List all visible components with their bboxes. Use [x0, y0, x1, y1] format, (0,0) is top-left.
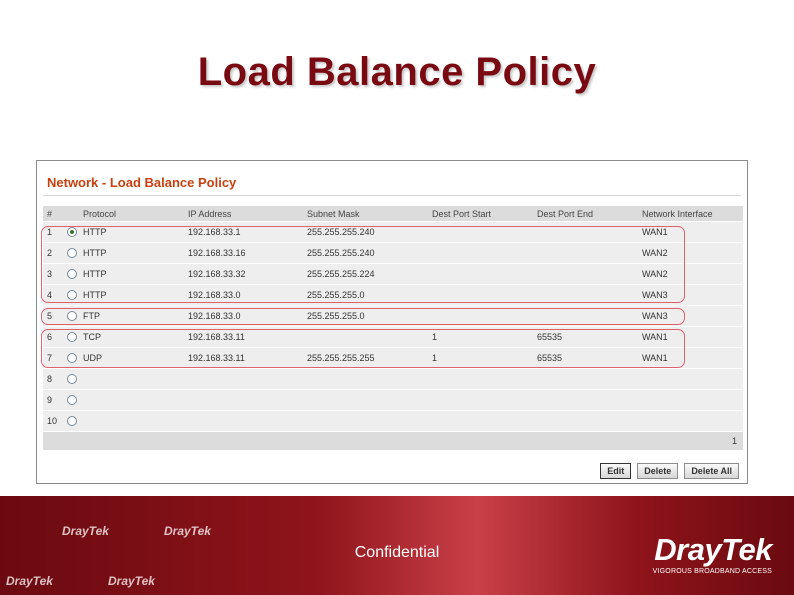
cell-ip-address: 192.168.33.11	[184, 348, 303, 368]
row-select-radio[interactable]	[67, 395, 77, 405]
row-select-radio[interactable]	[67, 269, 77, 279]
cell-ip-address: 192.168.33.0	[184, 285, 303, 305]
watermark-logo: DrayTek	[164, 524, 211, 538]
cell-protocol: HTTP	[79, 243, 184, 263]
cell-protocol	[79, 369, 184, 389]
cell-subnet-mask	[303, 327, 428, 347]
table-row[interactable]	[43, 369, 743, 389]
cell-number: 4	[43, 285, 63, 305]
cell-dest-port-start	[428, 369, 533, 389]
edit-button[interactable]: Edit	[600, 463, 631, 479]
cell-number: 1	[43, 222, 63, 242]
cell-number: 6	[43, 327, 63, 347]
action-buttons	[600, 463, 739, 479]
cell-number: 2	[43, 243, 63, 263]
table-row[interactable]	[43, 411, 743, 431]
cell-subnet-mask: 255.255.255.224	[303, 264, 428, 284]
cell-number: 10	[43, 411, 63, 431]
cell-protocol: HTTP	[79, 264, 184, 284]
cell-dest-port-end	[533, 285, 638, 305]
panel-title: Network - Load Balance Policy	[47, 175, 237, 190]
table-row[interactable]	[43, 264, 743, 284]
cell-dest-port-start	[428, 222, 533, 242]
cell-dest-port-end	[533, 411, 638, 431]
cell-protocol	[79, 411, 184, 431]
draytek-logo: DrayTek	[654, 532, 772, 567]
delete-all-button[interactable]: Delete All	[684, 463, 739, 479]
cell-subnet-mask: 255.255.255.240	[303, 222, 428, 242]
watermark-logo: DrayTek	[6, 574, 53, 588]
brand-tagline: VIGOROUS BROADBAND ACCESS	[652, 568, 772, 575]
header-ip-address: IP Address	[184, 206, 303, 221]
table-body	[43, 222, 743, 431]
table-row[interactable]	[43, 243, 743, 263]
cell-network-interface: WAN1	[638, 348, 743, 368]
cell-dest-port-start	[428, 264, 533, 284]
cell-protocol: HTTP	[79, 222, 184, 242]
page-number[interactable]: 1	[43, 432, 743, 450]
cell-ip-address: 192.168.33.16	[184, 243, 303, 263]
row-select-radio[interactable]	[67, 374, 77, 384]
table-row[interactable]	[43, 327, 743, 347]
table-row[interactable]	[43, 306, 743, 326]
header-subnet-mask: Subnet Mask	[303, 206, 428, 221]
cell-subnet-mask	[303, 369, 428, 389]
cell-protocol: FTP	[79, 306, 184, 326]
header-dest-port-end: Dest Port End	[533, 206, 638, 221]
cell-dest-port-start: 1	[428, 327, 533, 347]
table-row[interactable]	[43, 390, 743, 410]
cell-dest-port-end	[533, 222, 638, 242]
cell-dest-port-start	[428, 390, 533, 410]
cell-dest-port-start	[428, 411, 533, 431]
cell-protocol: TCP	[79, 327, 184, 347]
row-select-radio[interactable]	[67, 290, 77, 300]
cell-dest-port-end: 65535	[533, 327, 638, 347]
cell-dest-port-end	[533, 243, 638, 263]
cell-network-interface	[638, 390, 743, 410]
header-network-interface: Network Interface	[638, 206, 743, 221]
cell-network-interface: WAN1	[638, 222, 743, 242]
table-row[interactable]	[43, 285, 743, 305]
cell-network-interface: WAN2	[638, 264, 743, 284]
router-ui-screenshot	[36, 160, 748, 484]
table-row[interactable]	[43, 348, 743, 368]
cell-ip-address: 192.168.33.11	[184, 327, 303, 347]
delete-button[interactable]: Delete	[637, 463, 678, 479]
cell-dest-port-start	[428, 285, 533, 305]
cell-number: 7	[43, 348, 63, 368]
cell-number: 5	[43, 306, 63, 326]
cell-dest-port-start	[428, 243, 533, 263]
cell-ip-address	[184, 390, 303, 410]
table-header-row	[43, 206, 743, 221]
cell-subnet-mask	[303, 411, 428, 431]
cell-ip-address	[184, 411, 303, 431]
row-select-radio[interactable]	[67, 416, 77, 426]
cell-protocol: HTTP	[79, 285, 184, 305]
cell-dest-port-end	[533, 264, 638, 284]
cell-number: 3	[43, 264, 63, 284]
cell-network-interface: WAN3	[638, 285, 743, 305]
table-row[interactable]	[43, 222, 743, 242]
slide-title: Load Balance Policy	[197, 50, 597, 94]
cell-protocol	[79, 390, 184, 410]
cell-network-interface	[638, 411, 743, 431]
cell-subnet-mask	[303, 390, 428, 410]
cell-dest-port-start	[428, 306, 533, 326]
header-protocol: Protocol	[79, 206, 184, 221]
cell-ip-address: 192.168.33.1	[184, 222, 303, 242]
cell-network-interface: WAN1	[638, 327, 743, 347]
load-balance-table	[43, 205, 743, 451]
cell-network-interface	[638, 369, 743, 389]
cell-network-interface: WAN3	[638, 306, 743, 326]
cell-dest-port-end	[533, 306, 638, 326]
cell-dest-port-end	[533, 390, 638, 410]
cell-number: 8	[43, 369, 63, 389]
header-dest-port-start: Dest Port Start	[428, 206, 533, 221]
watermark-logo: DrayTek	[108, 574, 155, 588]
cell-ip-address: 192.168.33.32	[184, 264, 303, 284]
row-select-radio[interactable]	[67, 332, 77, 342]
row-select-radio[interactable]	[67, 227, 77, 237]
footer-band	[0, 496, 794, 595]
title-divider	[43, 195, 741, 196]
cell-protocol: UDP	[79, 348, 184, 368]
cell-dest-port-end	[533, 369, 638, 389]
header-number: #	[43, 206, 63, 221]
cell-network-interface: WAN2	[638, 243, 743, 263]
cell-number: 9	[43, 390, 63, 410]
confidential-label: Confidential	[354, 544, 440, 561]
cell-ip-address: 192.168.33.0	[184, 306, 303, 326]
row-select-radio[interactable]	[67, 248, 77, 258]
cell-dest-port-start: 1	[428, 348, 533, 368]
cell-dest-port-end: 65535	[533, 348, 638, 368]
cell-subnet-mask: 255.255.255.255	[303, 348, 428, 368]
cell-subnet-mask: 255.255.255.0	[303, 285, 428, 305]
pager-row	[43, 432, 743, 450]
cell-ip-address	[184, 369, 303, 389]
watermark-logo: DrayTek	[62, 524, 109, 538]
cell-subnet-mask: 255.255.255.240	[303, 243, 428, 263]
cell-subnet-mask: 255.255.255.0	[303, 306, 428, 326]
row-select-radio[interactable]	[67, 353, 77, 363]
row-select-radio[interactable]	[67, 311, 77, 321]
